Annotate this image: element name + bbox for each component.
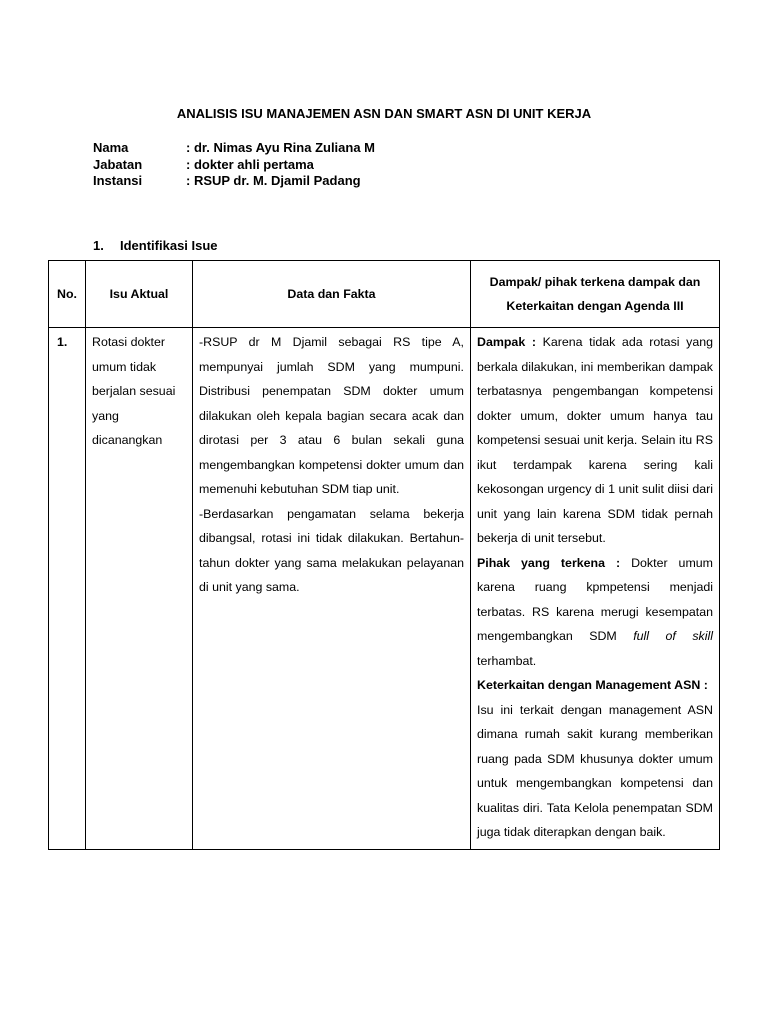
- header-impact: Dampak/ pihak terkena dampak dan Keterkaitan dengan Agenda III: [471, 261, 720, 328]
- header-issue: Isu Aktual: [86, 261, 193, 328]
- header-facts: Data dan Fakta: [193, 261, 471, 328]
- info-label-name: Nama: [93, 140, 129, 155]
- affected-paragraph: [477, 551, 713, 674]
- section-title: Identifikasi Isue: [120, 238, 218, 253]
- link-label: Keterkaitan dengan Management ASN :: [477, 678, 708, 692]
- table-row: [49, 328, 720, 850]
- info-value-name: : dr. Nimas Ayu Rina Zuliana M: [186, 140, 376, 155]
- header-no: No.: [49, 261, 86, 328]
- cell-impact: [471, 328, 720, 850]
- cell-issue: Rotasi dokter umum tidak berjalan sesuai yang dicanangkan: [86, 328, 193, 850]
- impact-text: Karena tidak ada rotasi yang berkala dilakukan, ini memberikan dampak terbatasnya pengembangan kompetensi dokter umum, dokter umum hanya tau kompetensi sesuai unit kerja. Selain itu RS ikut terdampak karena sering kali kekosongan urgency di 1 unit sulit diisi dari unit yang lain karena SDM tidak pernah bekerja di unit tersebut.: [477, 335, 713, 545]
- link-paragraph: Isu ini terkait dengan management ASN dimana rumah sakit kurang memberikan ruang pada SDM khusunya dokter umum untuk mengembangkan kompetensi dan kualitas diri. Tata Kelola penempatan SDM juga tidak diterapkan dengan baik.: [477, 702, 713, 839]
- affected-text-1: Dokter umum karena ruang kpmpetensi menjadi terbatas. RS karena merugi kesempatan mengembangkan SDM: [477, 555, 713, 643]
- info-label-institution: Instansi: [93, 173, 143, 188]
- section-number: 1.: [93, 238, 104, 253]
- facts-paragraph-2: -Berdasarkan pengamatan selama bekerja dibangsal, rotasi ini tidak dilakukan. Bertahun-tahun dokter yang sama melakukan pelayanan di unit yang sama.: [199, 506, 464, 594]
- document-title: ANALISIS ISU MANAJEMEN ASN DAN SMART ASN DI UNIT KERJA: [176, 106, 592, 121]
- impact-paragraph: [477, 330, 713, 551]
- info-row-name: [93, 140, 375, 157]
- issue-table: [48, 260, 720, 850]
- info-row-position: [93, 157, 375, 174]
- section-heading: [93, 238, 218, 253]
- info-value-position: : dokter ahli pertama: [186, 156, 314, 172]
- affected-label: Pihak yang terkena :: [477, 555, 621, 570]
- info-row-institution: [93, 173, 375, 190]
- info-block: [93, 140, 375, 190]
- table-header-row: [49, 261, 720, 328]
- impact-label: Dampak :: [477, 335, 536, 349]
- info-label-position: Jabatan: [93, 156, 143, 172]
- facts-paragraph-1: -RSUP dr M Djamil sebagai RS tipe A, mempunyai jumlah SDM yang mumpuni. Distribusi penempatan SDM dokter umum dilakukan oleh kepala bagian secara acak dan dirotasi per 3 atau 6 bulan sekali guna mengembangkan kompetensi dokter umum dan memenuhi kebutuhan SDM tiap unit.: [199, 335, 464, 496]
- cell-facts: [193, 328, 471, 850]
- cell-no: 1.: [49, 328, 86, 850]
- info-value-institution: : RSUP dr. M. Djamil Padang: [186, 173, 361, 188]
- affected-italic: full of skill: [633, 629, 713, 643]
- affected-text-2: terhambat.: [477, 653, 537, 668]
